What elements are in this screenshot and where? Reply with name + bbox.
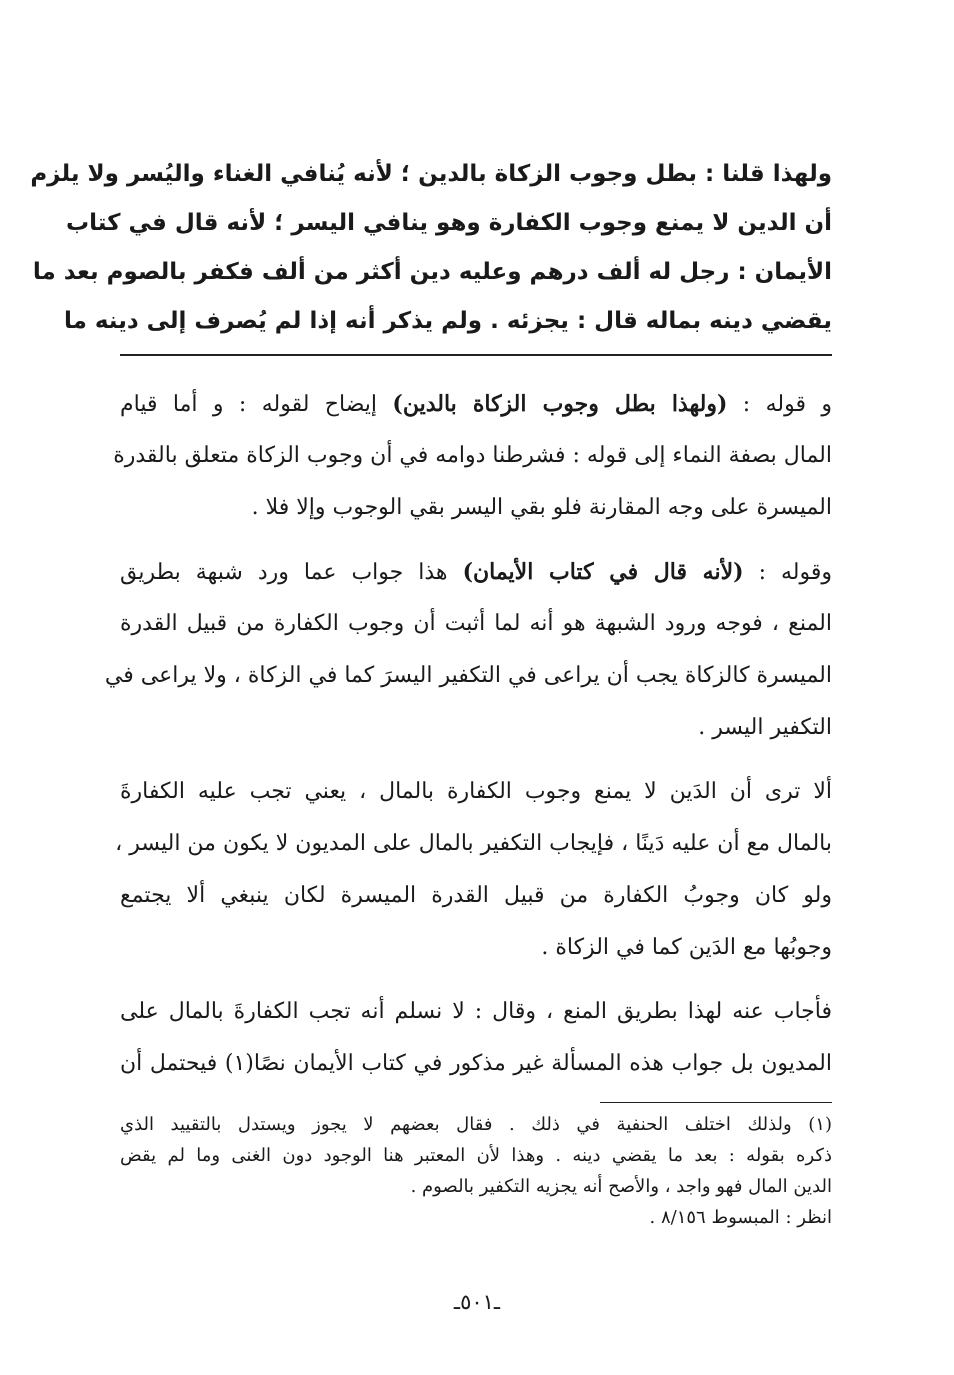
sharh-text: و قوله : — [727, 392, 832, 417]
footnote-line: الدين المال فهو واجد ، والأصح أنه يجزيه التكفير بالصوم . — [410, 1176, 832, 1197]
matn-line: الأيمان : رجل له ألف درهم وعليه دين أكثر من ألف فكفر بالصوم بعد ما — [32, 259, 832, 285]
sharh-block — [104, 378, 833, 1090]
sharh-line: بالمال مع أن عليه دَينًا ، فإيجاب التكفير بالمال على المديون لا يكون من اليسر ، — [115, 831, 832, 856]
sharh-text: وقوله : — [743, 560, 833, 585]
sharh-line: ألا ترى أن الدَين لا يمنع وجوب الكفارة بالمال ، يعني تجب عليه الكفارةَ — [120, 779, 832, 804]
sharh-line: الميسرة على وجه المقارنة فلو بقي اليسر بقي الوجوب وإلا فلا . — [251, 495, 832, 520]
footnote-line: (١) ولذلك اختلف الحنفية في ذلك . فقال بعضهم لا يجوز ويستدل بالتقييد الذي — [120, 1114, 832, 1135]
matn-line: أن الدين لا يمنع وجوب الكفارة وهو ينافي اليسر ؛ لأنه قال في كتاب — [65, 210, 832, 236]
sharh-line: الميسرة كالزكاة يجب أن يراعى في التكفير اليسرَ كما في الزكاة ، ولا يراعى في — [104, 663, 832, 688]
sharh-text: هذا جواب عما ورد شبهة بطريق — [120, 560, 463, 585]
quoted-matn: (لأنه قال في كتاب الأيمان) — [462, 559, 744, 585]
footnote-reference: انظر : المبسوط ٨/١٥٦ . — [649, 1207, 832, 1228]
sharh-line: المنع ، فوجه ورود الشبهة هو أنه لما أثبت أن وجوب الكفارة من قبيل القدرة — [120, 611, 832, 636]
matn-line: يقضي دينه بماله قال : يجزئه . ولم يذكر أنه إذا لم يُصرف إلى دينه ما — [63, 308, 832, 334]
page-number: ـ٥٠١ـ — [453, 1290, 501, 1314]
sharh-line: ولو كان وجوبُ الكفارة من قبيل القدرة الميسرة لكان ينبغي ألا يجتمع — [120, 883, 832, 908]
sharh-line: المال بصفة النماء إلى قوله : فشرطنا دوامه في أن وجوب الزكاة متعلق بالقدرة — [113, 443, 832, 468]
footnote-line: ذكره بقوله : بعد ما يقضي دينه . وهذا لأن المعتبر هنا الوجود دون الغنى وما لم يقض — [120, 1145, 832, 1166]
sharh-paragraph-4 — [120, 986, 832, 1090]
quoted-matn: (ولهذا بطل وجوب الزكاة بالدين) — [392, 391, 728, 417]
footnote-separator-rule — [600, 1102, 832, 1103]
sharh-paragraph-2 — [104, 546, 833, 754]
sharh-paragraph-3 — [115, 766, 832, 974]
sharh-line: وجوبُها مع الدَين كما في الزكاة . — [541, 935, 832, 960]
sharh-line: التكفير اليسر . — [698, 715, 832, 740]
page-body — [30, 150, 833, 1233]
sharh-line: المديون بل جواب هذه المسألة غير مذكور في كتاب الأيمان نصًا(١) فيحتمل أن — [120, 1051, 832, 1076]
matn-block — [30, 150, 832, 346]
sharh-line — [120, 546, 832, 598]
footnotes-block — [120, 1109, 832, 1233]
sharh-line: فأجاب عنه لهذا بطريق المنع ، وقال : لا نسلم أنه تجب الكفارةَ بالمال على — [120, 999, 832, 1024]
sharh-text: إيضاح لقوله : و أما قيام — [120, 392, 393, 417]
sharh-line — [120, 378, 832, 430]
matn-line: ولهذا قلنا : بطل وجوب الزكاة بالدين ؛ لأنه يُنافي الغناء واليُسر ولا يلزم — [30, 161, 832, 187]
matn-separator-rule — [120, 354, 832, 356]
sharh-paragraph-1 — [113, 378, 832, 534]
